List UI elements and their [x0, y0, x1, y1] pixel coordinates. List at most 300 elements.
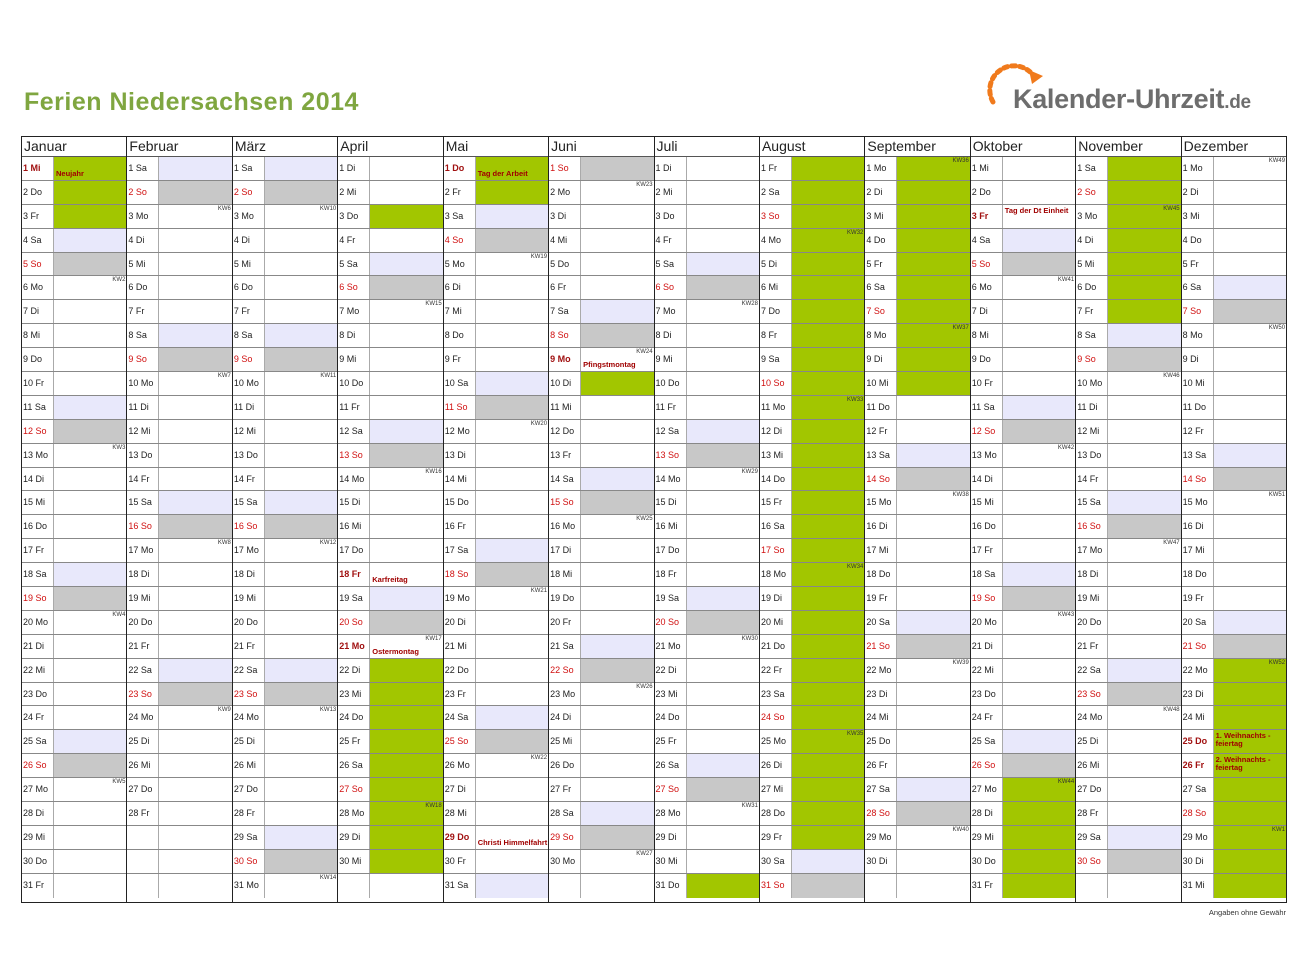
day-cell[interactable]	[370, 802, 442, 825]
day-cell[interactable]	[581, 181, 653, 204]
day-cell[interactable]	[1003, 229, 1075, 252]
day-cell[interactable]	[476, 778, 548, 801]
day-cell[interactable]	[1003, 181, 1075, 204]
day-cell[interactable]	[1214, 802, 1286, 825]
day-cell[interactable]	[476, 181, 548, 204]
day-cell[interactable]	[792, 444, 864, 467]
day-cell[interactable]	[581, 539, 653, 562]
day-cell[interactable]	[897, 205, 969, 228]
day-cell[interactable]	[1214, 468, 1286, 491]
day-cell[interactable]	[687, 276, 759, 299]
day-cell[interactable]	[1108, 587, 1180, 610]
day-cell[interactable]	[265, 396, 337, 419]
day-cell[interactable]	[897, 778, 969, 801]
day-cell[interactable]	[1214, 683, 1286, 706]
day-cell[interactable]	[581, 659, 653, 682]
day-cell[interactable]	[581, 229, 653, 252]
day-cell[interactable]	[265, 539, 337, 562]
day-cell[interactable]	[581, 491, 653, 514]
day-cell[interactable]	[687, 491, 759, 514]
day-cell[interactable]	[581, 396, 653, 419]
day-cell[interactable]	[54, 611, 126, 634]
day-cell[interactable]	[897, 276, 969, 299]
day-cell[interactable]	[792, 802, 864, 825]
day-cell[interactable]	[687, 181, 759, 204]
day-cell[interactable]	[265, 229, 337, 252]
day-cell[interactable]	[792, 300, 864, 323]
day-cell[interactable]	[159, 491, 231, 514]
day-cell[interactable]	[370, 372, 442, 395]
day-cell[interactable]	[54, 324, 126, 347]
day-cell[interactable]	[54, 253, 126, 276]
day-cell[interactable]	[54, 563, 126, 586]
day-cell[interactable]	[159, 468, 231, 491]
day-cell[interactable]	[159, 635, 231, 658]
day-cell[interactable]	[54, 229, 126, 252]
day-cell[interactable]	[1003, 491, 1075, 514]
day-cell[interactable]	[897, 372, 969, 395]
day-cell[interactable]	[370, 444, 442, 467]
day-cell[interactable]	[1214, 874, 1286, 898]
day-cell[interactable]	[687, 802, 759, 825]
day-cell[interactable]	[581, 515, 653, 538]
day-cell[interactable]	[897, 754, 969, 777]
day-cell[interactable]	[687, 683, 759, 706]
day-cell[interactable]	[581, 683, 653, 706]
day-cell[interactable]	[265, 874, 337, 898]
day-cell[interactable]	[687, 874, 759, 898]
day-cell[interactable]	[476, 874, 548, 898]
day-cell[interactable]	[792, 420, 864, 443]
day-cell[interactable]	[1214, 300, 1286, 323]
day-cell[interactable]	[54, 683, 126, 706]
day-cell[interactable]	[792, 229, 864, 252]
day-cell[interactable]	[1108, 802, 1180, 825]
day-cell[interactable]	[159, 420, 231, 443]
day-cell[interactable]	[792, 468, 864, 491]
day-cell[interactable]	[370, 515, 442, 538]
day-cell[interactable]	[476, 850, 548, 873]
day-cell[interactable]	[1108, 874, 1180, 898]
day-cell[interactable]	[581, 874, 653, 898]
day-cell[interactable]	[476, 324, 548, 347]
day-cell[interactable]	[370, 157, 442, 180]
day-cell[interactable]	[897, 659, 969, 682]
day-cell[interactable]	[370, 491, 442, 514]
day-cell[interactable]	[792, 253, 864, 276]
day-cell[interactable]	[476, 802, 548, 825]
day-cell[interactable]	[1108, 300, 1180, 323]
day-cell[interactable]	[581, 826, 653, 849]
day-cell[interactable]	[687, 611, 759, 634]
day-cell[interactable]	[687, 850, 759, 873]
day-cell[interactable]	[897, 802, 969, 825]
day-cell[interactable]	[687, 539, 759, 562]
day-cell[interactable]	[581, 730, 653, 753]
day-cell[interactable]	[1108, 635, 1180, 658]
day-cell[interactable]	[265, 468, 337, 491]
day-cell[interactable]	[792, 372, 864, 395]
day-cell[interactable]	[1214, 587, 1286, 610]
day-cell[interactable]	[1214, 181, 1286, 204]
day-cell[interactable]	[159, 874, 231, 898]
day-cell[interactable]	[159, 515, 231, 538]
day-cell[interactable]	[897, 181, 969, 204]
day-cell[interactable]	[1214, 157, 1286, 180]
day-cell[interactable]	[897, 444, 969, 467]
day-cell[interactable]	[897, 587, 969, 610]
day-cell[interactable]	[581, 754, 653, 777]
day-cell[interactable]	[1003, 754, 1075, 777]
day-cell[interactable]	[265, 778, 337, 801]
day-cell[interactable]	[1214, 324, 1286, 347]
day-cell[interactable]	[370, 874, 442, 898]
day-cell[interactable]	[159, 778, 231, 801]
day-cell[interactable]	[54, 420, 126, 443]
day-cell[interactable]	[370, 300, 442, 323]
day-cell[interactable]	[370, 253, 442, 276]
day-cell[interactable]	[265, 157, 337, 180]
day-cell[interactable]	[1003, 874, 1075, 898]
day-cell[interactable]	[370, 635, 442, 658]
day-cell[interactable]	[687, 587, 759, 610]
day-cell[interactable]	[159, 539, 231, 562]
day-cell[interactable]	[1108, 157, 1180, 180]
day-cell[interactable]	[476, 157, 548, 180]
day-cell[interactable]	[54, 778, 126, 801]
day-cell[interactable]	[265, 253, 337, 276]
day-cell[interactable]	[476, 730, 548, 753]
day-cell[interactable]	[1214, 372, 1286, 395]
day-cell[interactable]	[265, 491, 337, 514]
day-cell[interactable]	[1214, 611, 1286, 634]
day-cell[interactable]	[265, 372, 337, 395]
day-cell[interactable]	[159, 396, 231, 419]
day-cell[interactable]	[792, 659, 864, 682]
day-cell[interactable]	[54, 754, 126, 777]
day-cell[interactable]	[687, 253, 759, 276]
day-cell[interactable]	[687, 468, 759, 491]
day-cell[interactable]	[581, 802, 653, 825]
day-cell[interactable]	[897, 229, 969, 252]
day-cell[interactable]	[159, 850, 231, 873]
day-cell[interactable]	[897, 253, 969, 276]
day-cell[interactable]	[1108, 276, 1180, 299]
day-cell[interactable]	[581, 372, 653, 395]
day-cell[interactable]	[687, 300, 759, 323]
day-cell[interactable]	[476, 826, 548, 849]
day-cell[interactable]	[897, 324, 969, 347]
day-cell[interactable]	[792, 396, 864, 419]
day-cell[interactable]	[476, 253, 548, 276]
day-cell[interactable]	[476, 587, 548, 610]
day-cell[interactable]	[687, 778, 759, 801]
day-cell[interactable]	[581, 778, 653, 801]
day-cell[interactable]	[54, 348, 126, 371]
day-cell[interactable]	[581, 563, 653, 586]
day-cell[interactable]	[1003, 659, 1075, 682]
day-cell[interactable]	[792, 850, 864, 873]
day-cell[interactable]	[54, 515, 126, 538]
day-cell[interactable]	[54, 635, 126, 658]
day-cell[interactable]	[897, 850, 969, 873]
day-cell[interactable]	[1108, 253, 1180, 276]
day-cell[interactable]	[159, 683, 231, 706]
day-cell[interactable]	[265, 802, 337, 825]
day-cell[interactable]	[476, 706, 548, 729]
day-cell[interactable]	[792, 205, 864, 228]
day-cell[interactable]	[159, 300, 231, 323]
day-cell[interactable]	[265, 611, 337, 634]
day-cell[interactable]	[1108, 491, 1180, 514]
day-cell[interactable]	[897, 468, 969, 491]
day-cell[interactable]	[897, 683, 969, 706]
day-cell[interactable]	[581, 205, 653, 228]
day-cell[interactable]	[1108, 348, 1180, 371]
day-cell[interactable]	[54, 396, 126, 419]
day-cell[interactable]	[1108, 563, 1180, 586]
day-cell[interactable]	[792, 515, 864, 538]
day-cell[interactable]	[792, 324, 864, 347]
day-cell[interactable]	[54, 850, 126, 873]
day-cell[interactable]	[1108, 826, 1180, 849]
day-cell[interactable]	[1003, 205, 1075, 228]
day-cell[interactable]	[1003, 730, 1075, 753]
day-cell[interactable]	[687, 515, 759, 538]
day-cell[interactable]	[1003, 276, 1075, 299]
day-cell[interactable]	[792, 706, 864, 729]
day-cell[interactable]	[792, 276, 864, 299]
day-cell[interactable]	[54, 539, 126, 562]
day-cell[interactable]	[1214, 444, 1286, 467]
day-cell[interactable]	[159, 229, 231, 252]
day-cell[interactable]	[1003, 778, 1075, 801]
day-cell[interactable]	[792, 348, 864, 371]
day-cell[interactable]	[159, 372, 231, 395]
day-cell[interactable]	[54, 826, 126, 849]
day-cell[interactable]	[1003, 539, 1075, 562]
day-cell[interactable]	[581, 348, 653, 371]
day-cell[interactable]	[476, 372, 548, 395]
day-cell[interactable]	[897, 635, 969, 658]
day-cell[interactable]	[581, 706, 653, 729]
day-cell[interactable]	[1003, 348, 1075, 371]
day-cell[interactable]	[265, 324, 337, 347]
day-cell[interactable]	[1108, 539, 1180, 562]
day-cell[interactable]	[897, 515, 969, 538]
day-cell[interactable]	[1214, 348, 1286, 371]
day-cell[interactable]	[476, 754, 548, 777]
day-cell[interactable]	[687, 229, 759, 252]
day-cell[interactable]	[476, 515, 548, 538]
day-cell[interactable]	[581, 850, 653, 873]
day-cell[interactable]	[54, 706, 126, 729]
day-cell[interactable]	[1108, 420, 1180, 443]
day-cell[interactable]	[897, 491, 969, 514]
day-cell[interactable]	[265, 635, 337, 658]
day-cell[interactable]	[687, 754, 759, 777]
day-cell[interactable]	[792, 491, 864, 514]
day-cell[interactable]	[581, 420, 653, 443]
day-cell[interactable]	[897, 300, 969, 323]
day-cell[interactable]	[54, 157, 126, 180]
day-cell[interactable]	[792, 635, 864, 658]
day-cell[interactable]	[54, 444, 126, 467]
day-cell[interactable]	[159, 348, 231, 371]
day-cell[interactable]	[265, 850, 337, 873]
day-cell[interactable]	[476, 205, 548, 228]
day-cell[interactable]	[1003, 324, 1075, 347]
day-cell[interactable]	[370, 611, 442, 634]
day-cell[interactable]	[265, 659, 337, 682]
day-cell[interactable]	[476, 659, 548, 682]
day-cell[interactable]	[370, 276, 442, 299]
day-cell[interactable]	[265, 754, 337, 777]
day-cell[interactable]	[687, 420, 759, 443]
day-cell[interactable]	[1214, 754, 1286, 777]
day-cell[interactable]	[265, 730, 337, 753]
day-cell[interactable]	[1108, 515, 1180, 538]
day-cell[interactable]	[476, 444, 548, 467]
day-cell[interactable]	[1214, 396, 1286, 419]
day-cell[interactable]	[265, 348, 337, 371]
day-cell[interactable]	[370, 348, 442, 371]
day-cell[interactable]	[792, 826, 864, 849]
day-cell[interactable]	[265, 826, 337, 849]
day-cell[interactable]	[1003, 635, 1075, 658]
day-cell[interactable]	[897, 539, 969, 562]
day-cell[interactable]	[370, 181, 442, 204]
day-cell[interactable]	[1214, 420, 1286, 443]
day-cell[interactable]	[370, 730, 442, 753]
day-cell[interactable]	[1214, 515, 1286, 538]
day-cell[interactable]	[1108, 205, 1180, 228]
day-cell[interactable]	[1108, 730, 1180, 753]
day-cell[interactable]	[1003, 802, 1075, 825]
day-cell[interactable]	[1108, 468, 1180, 491]
day-cell[interactable]	[687, 563, 759, 586]
day-cell[interactable]	[1214, 229, 1286, 252]
day-cell[interactable]	[792, 683, 864, 706]
day-cell[interactable]	[54, 874, 126, 898]
day-cell[interactable]	[370, 539, 442, 562]
day-cell[interactable]	[1003, 826, 1075, 849]
day-cell[interactable]	[265, 444, 337, 467]
day-cell[interactable]	[1003, 850, 1075, 873]
day-cell[interactable]	[159, 205, 231, 228]
day-cell[interactable]	[370, 205, 442, 228]
day-cell[interactable]	[159, 706, 231, 729]
day-cell[interactable]	[54, 276, 126, 299]
day-cell[interactable]	[1108, 778, 1180, 801]
day-cell[interactable]	[265, 420, 337, 443]
day-cell[interactable]	[1108, 611, 1180, 634]
day-cell[interactable]	[265, 563, 337, 586]
day-cell[interactable]	[581, 276, 653, 299]
day-cell[interactable]	[159, 563, 231, 586]
day-cell[interactable]	[1214, 730, 1286, 753]
day-cell[interactable]	[159, 730, 231, 753]
day-cell[interactable]	[1108, 181, 1180, 204]
day-cell[interactable]	[581, 611, 653, 634]
day-cell[interactable]	[897, 157, 969, 180]
day-cell[interactable]	[370, 683, 442, 706]
day-cell[interactable]	[1003, 683, 1075, 706]
day-cell[interactable]	[54, 300, 126, 323]
day-cell[interactable]	[54, 181, 126, 204]
day-cell[interactable]	[159, 587, 231, 610]
day-cell[interactable]	[159, 253, 231, 276]
day-cell[interactable]	[370, 420, 442, 443]
day-cell[interactable]	[897, 611, 969, 634]
day-cell[interactable]	[687, 730, 759, 753]
day-cell[interactable]	[897, 706, 969, 729]
day-cell[interactable]	[1108, 683, 1180, 706]
day-cell[interactable]	[581, 300, 653, 323]
day-cell[interactable]	[687, 324, 759, 347]
day-cell[interactable]	[370, 706, 442, 729]
day-cell[interactable]	[1003, 300, 1075, 323]
day-cell[interactable]	[265, 300, 337, 323]
day-cell[interactable]	[897, 826, 969, 849]
day-cell[interactable]	[687, 205, 759, 228]
day-cell[interactable]	[370, 563, 442, 586]
day-cell[interactable]	[581, 635, 653, 658]
day-cell[interactable]	[581, 468, 653, 491]
day-cell[interactable]	[1003, 444, 1075, 467]
day-cell[interactable]	[1108, 659, 1180, 682]
day-cell[interactable]	[476, 396, 548, 419]
day-cell[interactable]	[1003, 468, 1075, 491]
day-cell[interactable]	[897, 874, 969, 898]
day-cell[interactable]	[1003, 372, 1075, 395]
day-cell[interactable]	[792, 157, 864, 180]
day-cell[interactable]	[687, 706, 759, 729]
day-cell[interactable]	[370, 229, 442, 252]
day-cell[interactable]	[370, 754, 442, 777]
day-cell[interactable]	[1003, 706, 1075, 729]
day-cell[interactable]	[792, 730, 864, 753]
day-cell[interactable]	[54, 659, 126, 682]
day-cell[interactable]	[792, 874, 864, 898]
day-cell[interactable]	[159, 659, 231, 682]
day-cell[interactable]	[159, 181, 231, 204]
day-cell[interactable]	[581, 157, 653, 180]
day-cell[interactable]	[476, 539, 548, 562]
day-cell[interactable]	[159, 324, 231, 347]
day-cell[interactable]	[1108, 444, 1180, 467]
day-cell[interactable]	[159, 754, 231, 777]
day-cell[interactable]	[1003, 611, 1075, 634]
day-cell[interactable]	[1003, 253, 1075, 276]
day-cell[interactable]	[476, 300, 548, 323]
day-cell[interactable]	[476, 611, 548, 634]
day-cell[interactable]	[1214, 539, 1286, 562]
day-cell[interactable]	[1214, 706, 1286, 729]
day-cell[interactable]	[1003, 420, 1075, 443]
day-cell[interactable]	[265, 515, 337, 538]
day-cell[interactable]	[476, 635, 548, 658]
day-cell[interactable]	[265, 683, 337, 706]
day-cell[interactable]	[1003, 587, 1075, 610]
day-cell[interactable]	[581, 587, 653, 610]
day-cell[interactable]	[1214, 276, 1286, 299]
day-cell[interactable]	[792, 611, 864, 634]
day-cell[interactable]	[1108, 324, 1180, 347]
day-cell[interactable]	[1214, 850, 1286, 873]
day-cell[interactable]	[581, 444, 653, 467]
day-cell[interactable]	[265, 706, 337, 729]
